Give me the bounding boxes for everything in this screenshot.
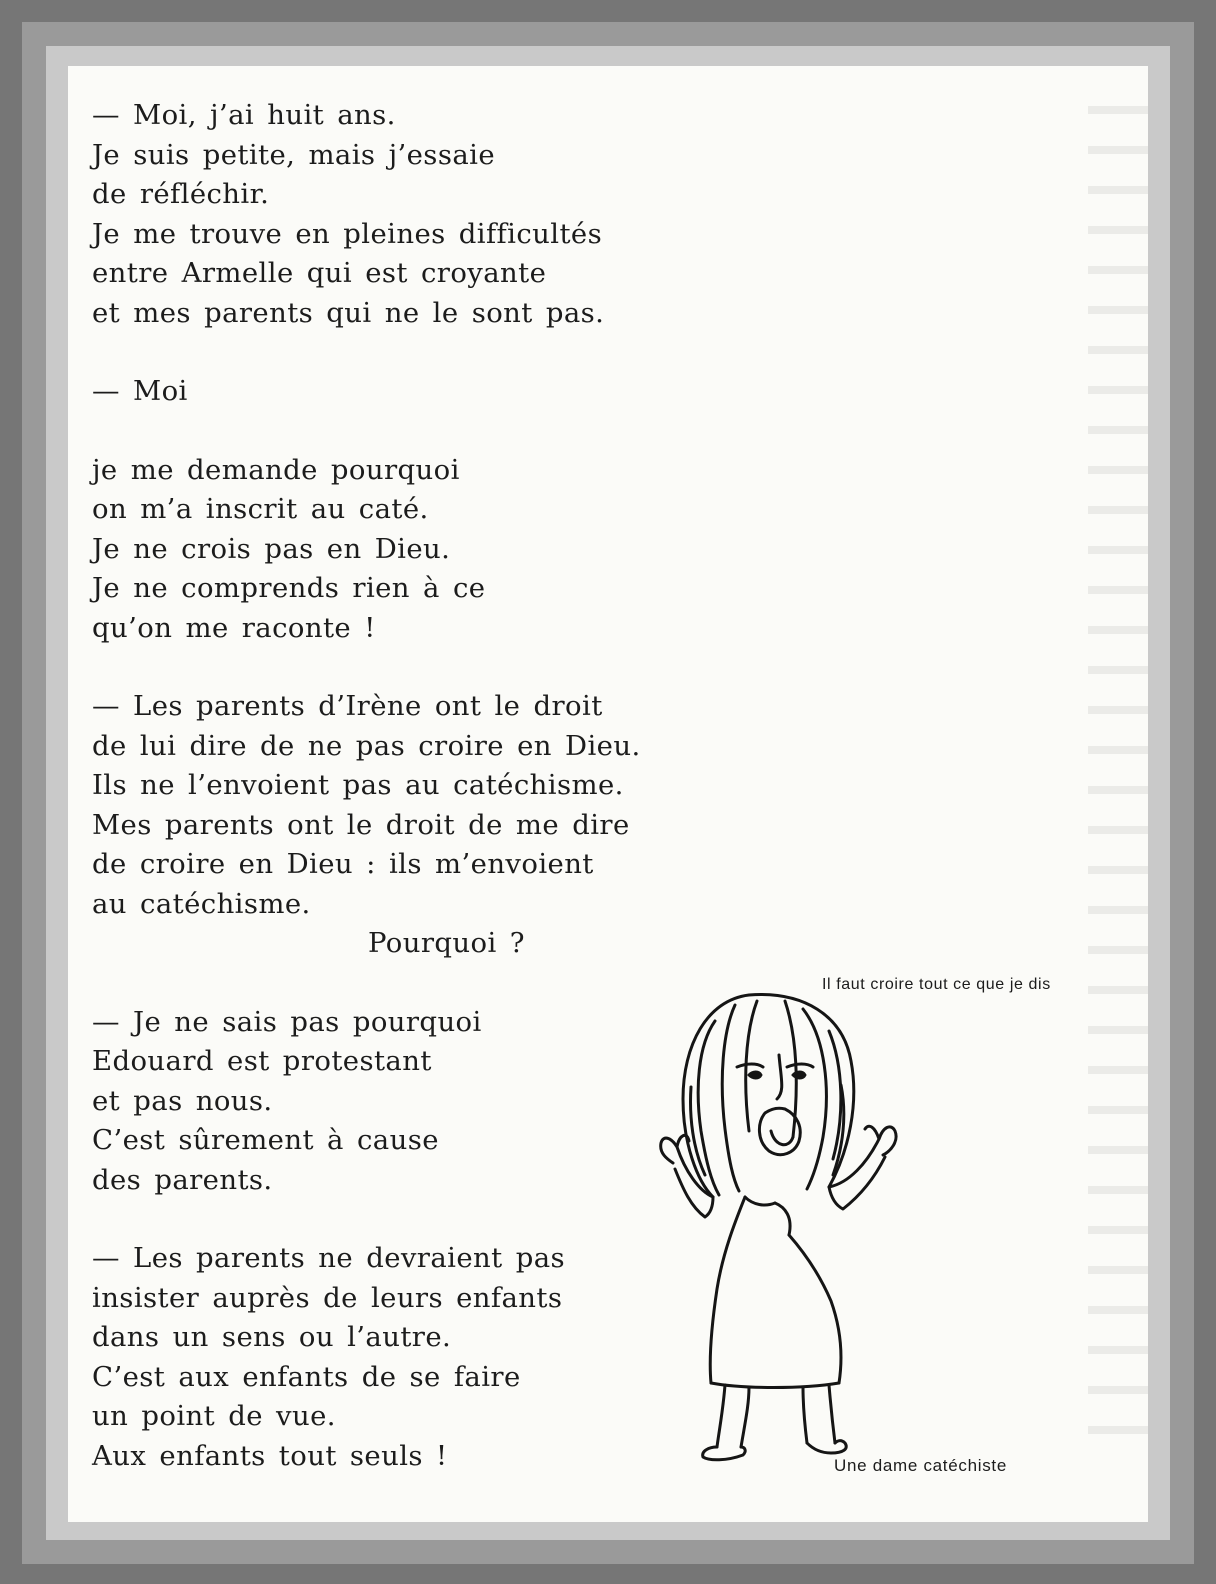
- poem-line: et pas nous.: [92, 1084, 273, 1117]
- poem-line: — Les parents ne devraient pas: [92, 1242, 566, 1274]
- poem-line: un point de vue.: [92, 1400, 336, 1432]
- poem-line: des parents.: [92, 1163, 273, 1196]
- poem-line: on m’a inscrit au caté.: [92, 493, 429, 525]
- poem-line: de réfléchir.: [92, 178, 270, 210]
- stanza-6: [92, 1239, 692, 1476]
- poem-line: je me demande pourquoi: [92, 453, 460, 486]
- stanza-5: [92, 1003, 692, 1201]
- poem-line: et mes parents qui ne le sont pas.: [92, 296, 605, 329]
- poem-text: [92, 96, 692, 1476]
- poem-line: Je ne crois pas en Dieu.: [92, 532, 451, 565]
- poem-line: Mes parents ont le droit de me dire: [92, 808, 630, 841]
- stanza-3: [92, 451, 692, 649]
- poem-line: Aux enfants tout seuls !: [92, 1439, 448, 1472]
- poem-line: — Les parents d’Irène ont le droit: [92, 690, 603, 722]
- poem-line: Je me trouve en pleines difficultés: [92, 217, 603, 250]
- poem-line: dans un sens ou l’autre.: [92, 1321, 452, 1353]
- pourquoi-line: Pourquoi ?: [368, 927, 525, 959]
- poem-line: — Moi: [92, 375, 188, 407]
- poem-line: C’est aux enfants de se faire: [92, 1360, 521, 1393]
- poem-line: Je ne comprends rien à ce: [92, 572, 486, 604]
- poem-line: Ils ne l’envoient pas au catéchisme.: [92, 769, 624, 801]
- speech-caption: Il faut croire tout ce que je dis: [822, 976, 1051, 993]
- book-page: [68, 66, 1148, 1522]
- poem-line: C’est sûrement à cause: [92, 1124, 439, 1156]
- poem-line: Je suis petite, mais j’essaie: [92, 138, 495, 171]
- poem-line: de lui dire de ne pas croire en Dieu.: [92, 729, 641, 762]
- poem-line: qu’on me raconte !: [92, 611, 376, 644]
- poem-line: au catéchisme.: [92, 887, 311, 920]
- poem-line: Edouard est protestant: [92, 1045, 432, 1077]
- stanza-4: [92, 687, 692, 964]
- stanza-2: [92, 372, 692, 412]
- stanza-1: [92, 96, 692, 333]
- poem-line: — Moi, j’ai huit ans.: [92, 99, 396, 131]
- poem-line: insister auprès de leurs enfants: [92, 1281, 563, 1314]
- bleed-through-text: [1088, 106, 1148, 1466]
- poem-line: entre Armelle qui est croyante: [92, 257, 547, 289]
- poem-line: de croire en Dieu : ils m’envoient: [92, 848, 594, 880]
- catechist-woman-drawing-icon: [653, 991, 913, 1466]
- figure-caption: Une dame catéchiste: [834, 1456, 1007, 1475]
- poem-line: — Je ne sais pas pourquoi: [92, 1005, 482, 1038]
